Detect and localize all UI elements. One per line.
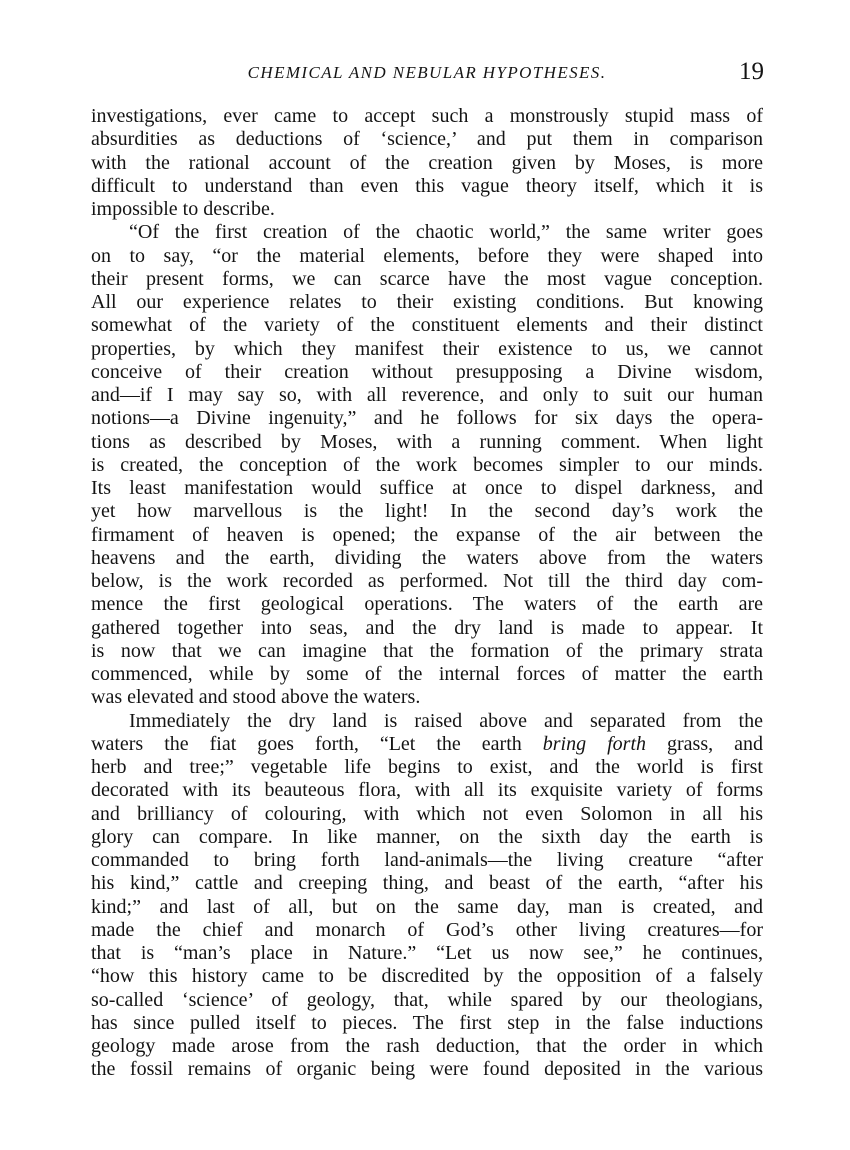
text-line: commanded to bring forth land-animals—the living creature “after (91, 849, 763, 871)
text-line: his kind,” cattle and creeping thing, and beast of the earth, “after his (91, 872, 763, 895)
text-line: is now that we can imagine that the formation of the primary strata (91, 639, 763, 662)
paragraph-start-line: Immediately the dry land is raised above and separated from the (129, 709, 763, 732)
text-line: “how this history came to be discredited by the opposition of a falsely (91, 965, 763, 988)
text-run: grass, and (646, 732, 763, 755)
text-line: heavens and the earth, dividing the waters above from the waters (91, 546, 763, 569)
text-line: geology made arose from the rash deduction, that the order in which (91, 1035, 763, 1057)
text-line: impossible to describe. (91, 198, 275, 220)
running-head (90, 58, 764, 90)
text-line: glory can compare. In like manner, on the sixth day the earth is (91, 825, 763, 848)
text-line: tions as described by Moses, with a running comment. When light (91, 430, 763, 453)
text-line: is created, the conception of the work becomes simpler to our minds. (91, 453, 763, 476)
text-line: somewhat of the variety of the constituent elements and their distinct (91, 314, 763, 337)
text-line: mence the first geological operations. The waters of the earth are (91, 593, 763, 616)
text-line: kind;” and last of all, but on the same day, man is created, and (91, 895, 763, 918)
text-line: with the rational account of the creation given by Moses, is more (91, 151, 763, 174)
text-line: below, is the work recorded as performed. Not till the third day com- (91, 570, 763, 592)
text-line: decorated with its beauteous flora, with all its exquisite variety of forms (91, 779, 763, 802)
text-line: firmament of heaven is opened; the expanse of the air between the (91, 523, 763, 546)
text-line: commenced, while by some of the internal forces of matter the earth (91, 663, 763, 685)
text-line: yet how marvellous is the light! In the second day’s work the (91, 500, 763, 523)
text-line: made the chief and monarch of God’s other living creatures—for (91, 918, 763, 941)
text-line: Its least manifestation would suffice at once to dispel darkness, and (91, 477, 763, 499)
text-line: gathered together into seas, and the dry land is made to appear. It (91, 616, 763, 639)
running-title: CHEMICAL AND NEBULAR HYPOTHESES. (247, 63, 607, 82)
paragraph-start-line: “Of the first creation of the chaotic world,” the same writer goes (129, 221, 763, 244)
text-line: has since pulled itself to pieces. The first step in the false inductions (91, 1011, 763, 1034)
text-line: notions—a Divine ingenuity,” and he follows for six days the opera- (91, 407, 763, 430)
text-line: and—if I may say so, with all reverence, and only to suit our human (91, 384, 763, 406)
body-text (91, 105, 763, 1082)
text-line: on to say, “or the material elements, before they were shaped into (91, 244, 763, 267)
text-line: absurdities as deductions of ‘science,’ and put them in comparison (91, 128, 763, 151)
text-line: and brilliancy of colouring, with which not even Solomon in all his (91, 802, 763, 825)
text-line: conceive of their creation without presupposing a Divine wisdom, (91, 360, 763, 383)
text-line: herb and tree;” vegetable life begins to exist, and the world is first (91, 756, 763, 778)
text-line: was elevated and stood above the waters. (91, 686, 421, 709)
text-line: the fossil remains of organic being were found deposited in the various (91, 1058, 763, 1081)
text-line: All our experience relates to their existing conditions. But knowing (91, 291, 763, 313)
page-number: 19 (739, 58, 764, 85)
text-line: investigations, ever came to accept such a monstrously stupid mass of (91, 105, 763, 127)
text-run: waters the fiat goes forth, “Let the earth (91, 732, 543, 755)
text-line: so-called ‘science’ of geology, that, while spared by our theologians, (91, 988, 763, 1011)
italic-phrase: bring forth (542, 732, 647, 755)
text-line: properties, by which they manifest their existence to us, we cannot (91, 337, 763, 360)
text-line: that is “man’s place in Nature.” “Let us now see,” he continues, (91, 942, 763, 964)
text-line: difficult to understand than even this vague theory itself, which it is (91, 174, 763, 197)
text-line-with-italic (91, 733, 763, 756)
text-line: their present forms, we can scarce have the most vague conception. (91, 267, 763, 290)
